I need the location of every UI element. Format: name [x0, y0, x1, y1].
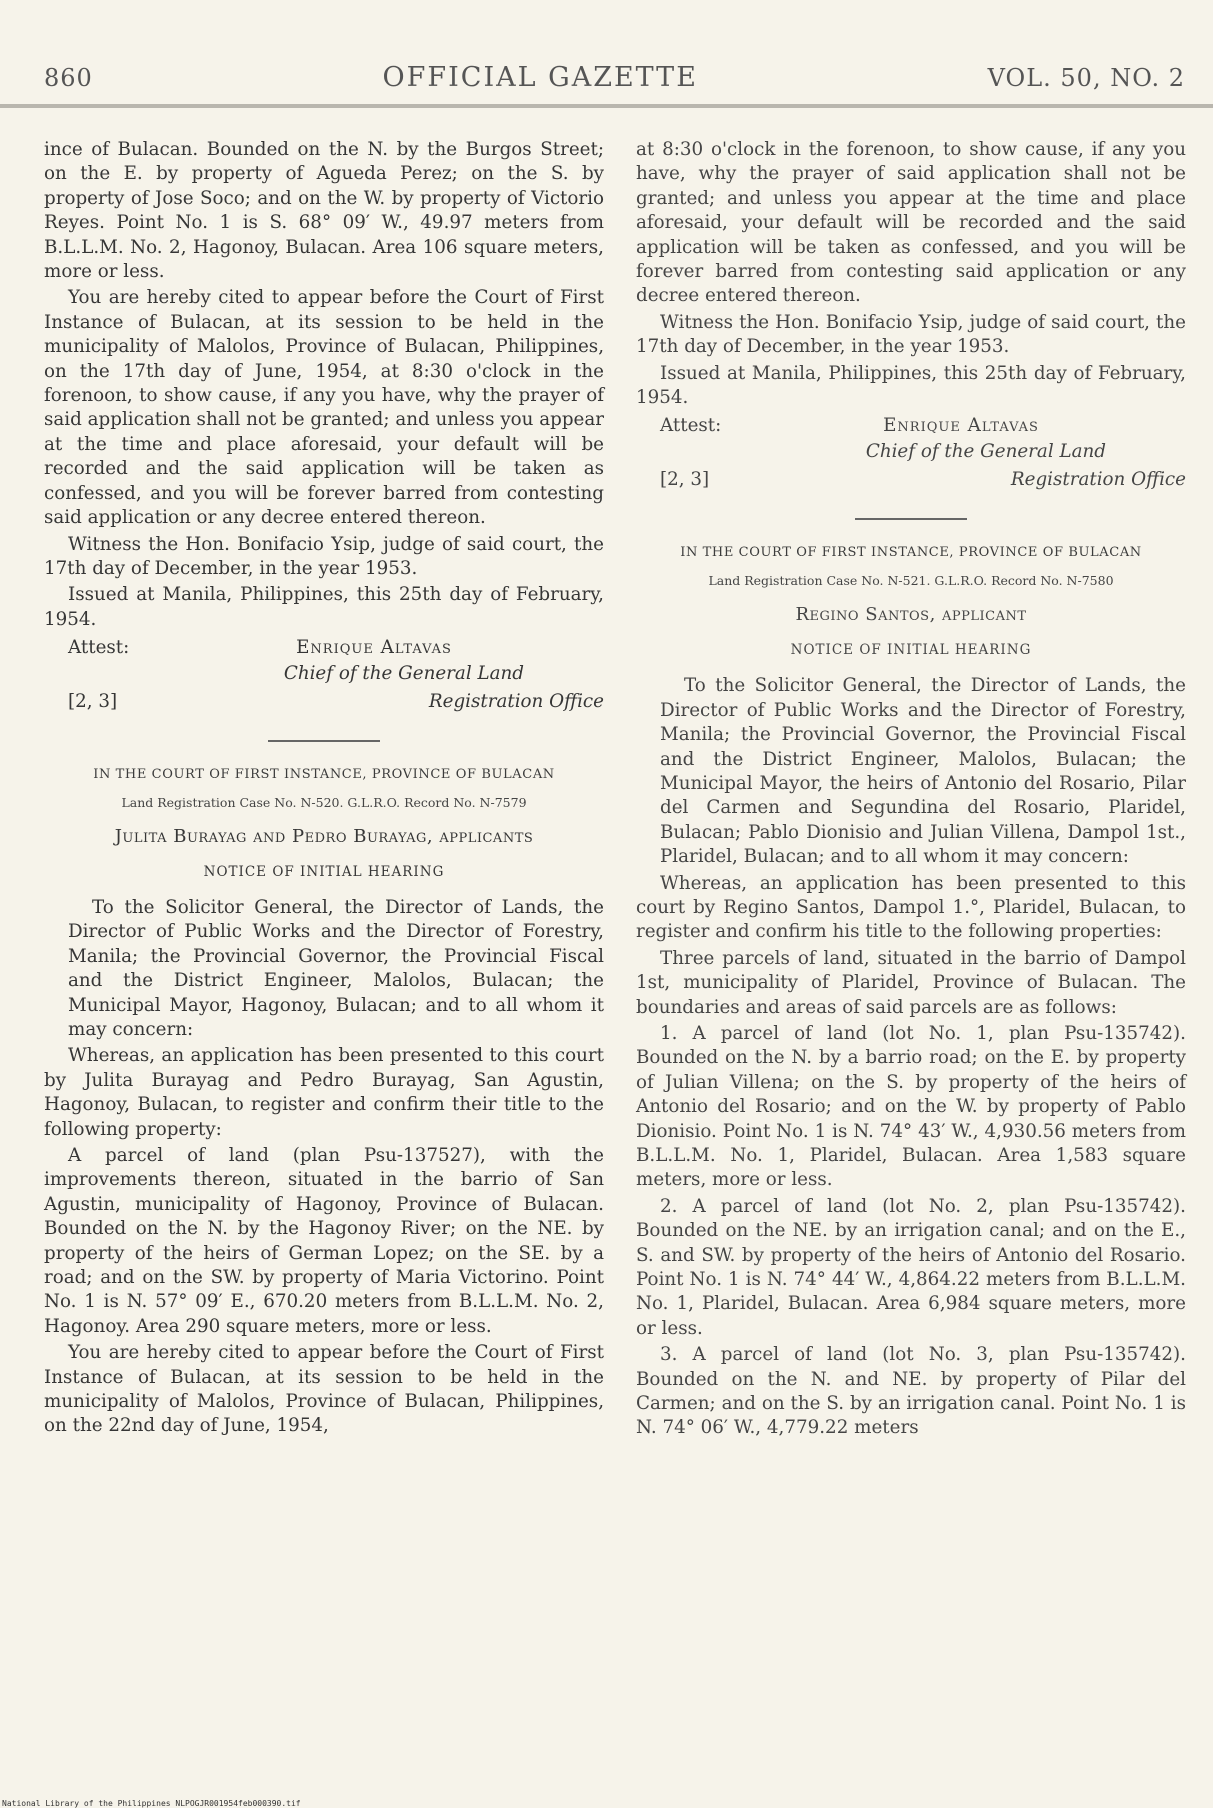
- paragraph: 2. A parcel of land (lot No. 2, plan Psu-135742). Bounded on the NE. by an irrigation canal; and on the E., S. and SW. by property of the heirs of Antonio del Rosario. Point No. 1 is N. 74° 44′ W., 4,864.22 meters from B.L.L.M. No. 1, Plaridel, Bulacan. Area 6,984 square meters, more or less.: [636, 1195, 1186, 1339]
- paragraph: Whereas, an application has been presented to this court by Regino Santos, Dampol 1.°, Plaridel, Bulacan, to register and confirm his title to the following properties:: [636, 872, 1186, 943]
- paragraph: Issued at Manila, Philippines, this 25th day of February, 1954.: [636, 362, 1186, 409]
- attest-label: Attest:: [660, 415, 722, 437]
- volume-number: VOL. 50, NO. 2: [987, 64, 1185, 92]
- attest-title: Registration Office: [428, 691, 604, 713]
- attest-label: Attest:: [68, 637, 130, 659]
- addressees: To the Solicitor General, the Director of Lands, the Director of Public Works and the Director of Forestry, Manila; the Provincial Governor, the Provincial Fiscal and the District Engineer, Malolos, Bulacan; the Municipal Mayor, the heirs of Antonio del Rosario, Pilar del Carmen and Segundina del Rosario, Plaridel, Bulacan; Pablo Dionisio and Julian Villena, Dampol 1st., Plaridel, Bulacan; and to all whom it may concern:: [660, 675, 1186, 868]
- notice-heading: NOTICE OF INITIAL HEARING: [203, 863, 445, 880]
- court-heading: IN THE COURT OF FIRST INSTANCE, PROVINCE OF BULACAN: [93, 767, 555, 783]
- notice-heading: NOTICE OF INITIAL HEARING: [790, 641, 1032, 658]
- issue-reference: [2, 3]: [68, 691, 118, 713]
- applicant-line: Regino Santos, applicant: [795, 604, 1027, 626]
- paragraph: 1. A parcel of land (lot No. 1, plan Psu-135742). Bounded on the N. by a barrio road; on the E. by property of Julian Villena; on the S. by property of the heirs of Antonio del Rosario; and on the W. by property of Pablo Dionisio. Point No. 1 is N. 74° 43′ W., 4,930.56 meters from B.L.L.M. No. 1, Plaridel, Bulacan. Area 1,583 square meters, more or less.: [636, 1022, 1186, 1191]
- paragraph: 3. A parcel of land (lot No. 3, plan Psu-135742). Bounded on the N. and NE. by property of Pilar del Carmen; and on the S. by an irrigation canal. Point No. 1 is N. 74° 06′ W., 4,779.22 meters: [636, 1344, 1186, 1439]
- page-header: [44, 62, 1185, 102]
- issue-reference: [2, 3]: [660, 469, 710, 491]
- applicants-line: Julita Burayag and Pedro Burayag, applicants: [114, 826, 534, 848]
- paragraph: Whereas, an application has been presented to this court by Julita Burayag and Pedro Burayag, San Agustin, Hagonoy, Bulacan, to register and confirm their title to the following property:: [44, 1045, 604, 1140]
- scan-footer: National Library of the Philippines NLPOGJR001954feb000390.tif: [2, 1799, 301, 1808]
- paragraph: Witness the Hon. Bonifacio Ysip, judge of said court, the 17th day of December, in the year 1953.: [44, 533, 604, 579]
- attest-title: Chief of the General Land: [865, 441, 1106, 463]
- attest-title: Chief of the General Land: [283, 663, 524, 685]
- case-number: Land Registration Case No. N-521. G.L.R.O. Record No. N-7580: [708, 573, 1114, 589]
- paragraph: Three parcels of land, situated in the barrio of Dampol 1st, municipality of Plaridel, Province of Bulacan. The boundaries and areas of said parcels are as follows:: [636, 947, 1186, 1018]
- right-column: [636, 138, 1186, 1443]
- publication-title: OFFICIAL GAZETTE: [382, 62, 698, 93]
- paragraph: A parcel of land (plan Psu-137527), with the improvements thereon, situated in the barrio of San Agustin, municipality of Hagonoy, Province of Bulacan. Bounded on the N. by the Hagonoy River; on the NE. by property of the heirs of German Lopez; on the SE. by a road; and on the SW. by property of Maria Victorino. Point No. 1 is N. 57° 09′ E., 670.20 meters from B.L.L.M. No. 2, Hagonoy. Area 290 square meters, more or less.: [44, 1145, 604, 1337]
- attestation: [44, 634, 604, 718]
- page-number: 860: [44, 64, 93, 92]
- case-number: Land Registration Case No. N-520. G.L.R.O. Record No. N-7579: [121, 795, 527, 811]
- left-column: [44, 138, 604, 1441]
- attest-name: Enrique Altavas: [883, 415, 1039, 437]
- section-divider: [268, 740, 380, 742]
- paragraph: ince of Bulacan. Bounded on the N. by the Burgos Street; on the E. by property of Agueda Perez; on the S. by property of Jose Soco; and on the W. by property of Victorio Reyes. Point No. 1 is S. 68° 09′ W., 49.97 meters from B.L.L.M. No. 2, Hagonoy, Bulacan. Area 106 square meters, more or less.: [44, 139, 604, 283]
- paragraph: Issued at Manila, Philippines, this 25th day of February, 1954.: [44, 584, 604, 630]
- paragraph: You are hereby cited to appear before the Court of First Instance of Bulacan, at its session to be held in the municipality of Malolos, Province of Bulacan, Philippines, on the 17th day of June, 1954, at 8:30 o'clock in the forenoon, to show cause, if any you have, why the prayer of said application shall not be granted; and unless you appear at the time and place aforesaid, your default will be recorded and the said application will be taken as confessed, and you will be forever barred from contesting said application or any decree entered thereon.: [44, 287, 604, 529]
- court-heading: IN THE COURT OF FIRST INSTANCE, PROVINCE OF BULACAN: [680, 545, 1142, 561]
- attest-title: Registration Office: [1010, 469, 1186, 491]
- attest-name: Enrique Altavas: [296, 637, 452, 659]
- paragraph: You are hereby cited to appear before the Court of First Instance of Bulacan, at its session to be held in the municipality of Malolos, Province of Bulacan, Philippines, on the 22nd day of June, 1954,: [44, 1342, 604, 1437]
- attestation: [636, 412, 1186, 496]
- paragraph: at 8:30 o'clock in the forenoon, to show cause, if any you have, why the prayer of said application shall not be granted; and unless you appear at the time and place aforesaid, your default will be recorded and the said application will be taken as confessed, and you will be forever barred from contesting said application or any decree entered thereon.: [636, 139, 1186, 307]
- section-divider: [855, 518, 967, 520]
- paragraph: Witness the Hon. Bonifacio Ysip, judge of said court, the 17th day of December, in the year 1953.: [636, 311, 1186, 358]
- header-rule: [0, 104, 1213, 108]
- addressees: To the Solicitor General, the Director of Lands, the Director of Public Works and the Director of Forestry, Manila; the Provincial Governor, the Provincial Fiscal and the District Engineer, Malolos, Bulacan; the Municipal Mayor, Hagonoy, Bulacan; and to all whom it may concern:: [68, 896, 604, 1040]
